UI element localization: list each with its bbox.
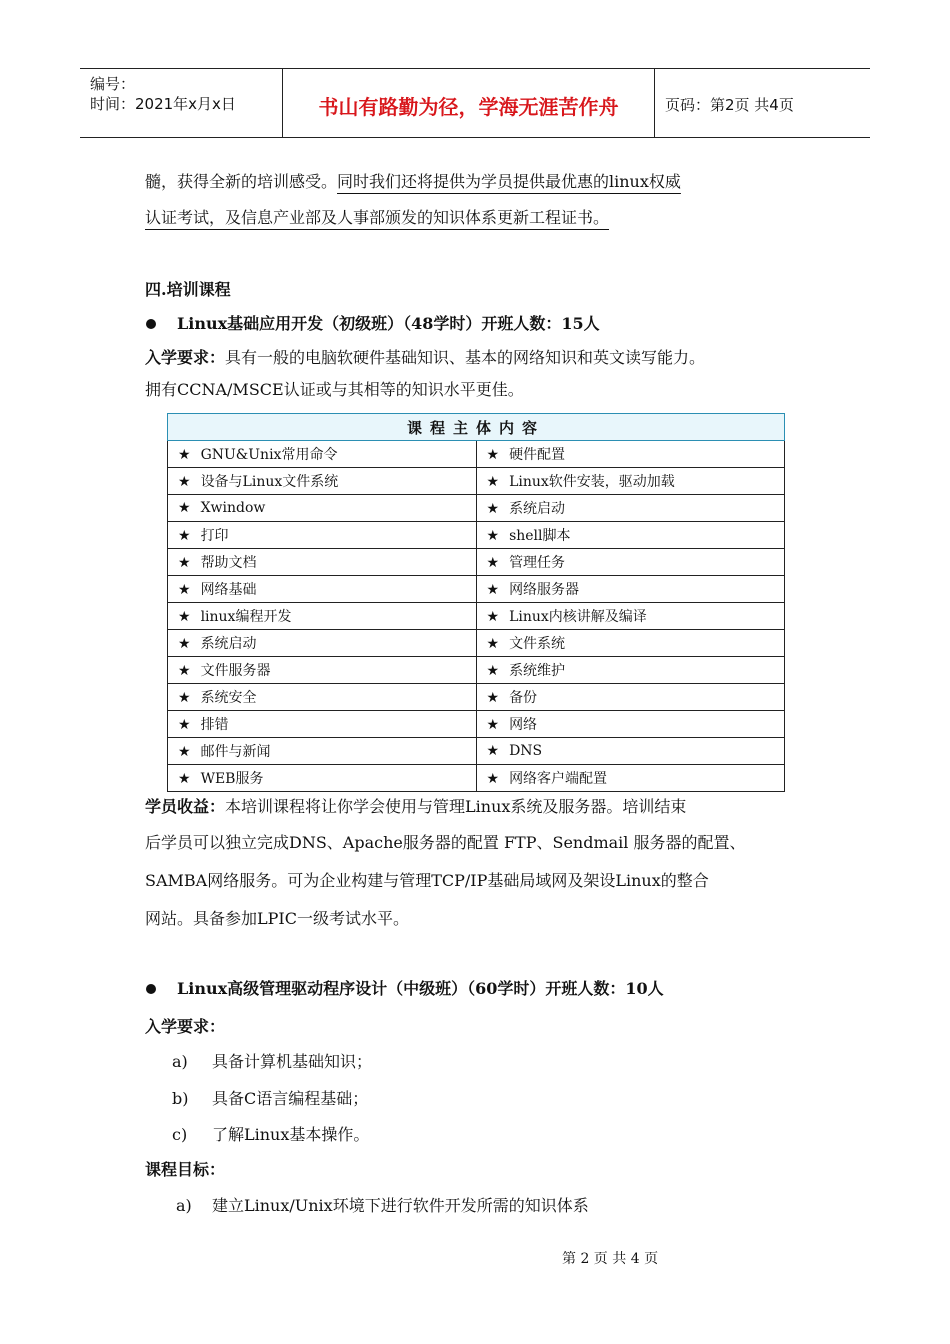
table-cell-text: WEB服务 — [200, 771, 264, 787]
table-cell — [476, 495, 785, 522]
list-item — [176, 1196, 192, 1216]
table-cell-text: 网络 — [509, 717, 538, 733]
course1-benefit-label: 学员收益： — [145, 797, 226, 816]
number-label: 编号： — [90, 75, 136, 93]
table-cell — [168, 495, 477, 522]
table-cell — [476, 711, 785, 738]
course2-req-label: 入学要求： — [145, 1017, 226, 1036]
table-cell — [476, 441, 785, 468]
table-row — [168, 765, 785, 792]
star-icon: ★ — [178, 500, 191, 516]
bullet-icon — [146, 984, 156, 994]
star-icon: ★ — [486, 717, 500, 733]
table-cell-text: 设备与Linux文件系统 — [200, 474, 339, 490]
table-cell — [168, 684, 477, 711]
list-marker: a) — [176, 1196, 192, 1215]
table-cell — [168, 738, 477, 765]
table-cell-text: GNU&Unix常用命令 — [200, 447, 338, 463]
table-cell — [476, 630, 785, 657]
list-item — [172, 1125, 187, 1145]
table-row — [168, 603, 785, 630]
table-cell-text: 硬件配置 — [509, 447, 566, 463]
star-icon: ★ — [178, 744, 191, 760]
course1-req-text-2: 拥有CCNA/MSCE认证或与其相等的知识水平更佳。 — [145, 380, 524, 399]
star-icon: ★ — [178, 663, 191, 679]
course1-benefit-text: 本培训课程将让你学会使用与管理Linux系统及服务器。培训结束 — [225, 797, 687, 816]
table-cell-text: 系统启动 — [200, 636, 257, 652]
intro-line-2: 认证考试，及信息产业部及人事部颁发的知识体系更新工程证书。 — [145, 208, 610, 227]
table-cell — [168, 522, 477, 549]
time-label: 时间：2021年x月x日 — [90, 95, 236, 113]
course1-req-text: 具有一般的电脑软硬件基础知识、基本的网络知识和英文读写能力。 — [225, 348, 706, 367]
course1-title: Linux基础应用开发（初级班）（48学时）开班人数：15人 — [177, 314, 600, 333]
table-cell — [476, 468, 785, 495]
table-cell — [476, 522, 785, 549]
table-row — [168, 495, 785, 522]
star-icon: ★ — [178, 771, 191, 787]
table-cell — [168, 441, 477, 468]
table-cell — [476, 738, 785, 765]
table-cell — [168, 576, 477, 603]
intro-line-1 — [145, 172, 681, 192]
table-cell-text: 系统维护 — [509, 663, 566, 679]
table-cell — [168, 765, 477, 792]
table-row — [168, 549, 785, 576]
table-cell-text: 文件服务器 — [200, 663, 271, 679]
intro-line-1-underlined: 同时我们还将提供为学员提供最优惠的linux权威 — [337, 172, 681, 191]
star-icon: ★ — [178, 555, 191, 571]
list-item-text: 具备计算机基础知识； — [212, 1052, 373, 1071]
course2-goal-label: 课程目标： — [145, 1160, 226, 1179]
table-header: 课程主体内容 — [168, 414, 785, 441]
star-icon: ★ — [486, 447, 500, 463]
table-row — [168, 738, 785, 765]
page-label: 页码：第2页 共4页 — [665, 96, 794, 114]
list-item — [172, 1052, 188, 1072]
table-cell-text: 备份 — [509, 690, 538, 706]
table-header-row — [168, 414, 785, 441]
table-cell-text: shell脚本 — [509, 528, 571, 544]
page-footer: 第 2 页 共 4 页 — [562, 1251, 659, 1267]
table-row — [168, 657, 785, 684]
star-icon: ★ — [486, 555, 500, 571]
table-cell — [476, 657, 785, 684]
table-cell — [476, 576, 785, 603]
table-cell-text: 打印 — [200, 528, 229, 544]
table-cell-text: 网络基础 — [200, 582, 257, 598]
section-title: 四.培训课程 — [145, 280, 231, 299]
star-icon: ★ — [178, 474, 191, 490]
table-cell — [168, 630, 477, 657]
star-icon: ★ — [178, 690, 191, 706]
table-cell-text: Linux内核讲解及编译 — [509, 609, 647, 625]
list-marker: b) — [172, 1089, 189, 1108]
table-cell-text: DNS — [509, 743, 543, 759]
star-icon: ★ — [178, 582, 191, 598]
table-cell-text: 帮助文档 — [200, 555, 257, 571]
table-row — [168, 630, 785, 657]
table-cell — [168, 549, 477, 576]
star-icon: ★ — [178, 717, 191, 733]
list-marker: c) — [172, 1125, 188, 1144]
table-cell-text: 邮件与新闻 — [200, 744, 271, 760]
table-cell — [476, 603, 785, 630]
star-icon: ★ — [178, 636, 191, 652]
table-cell-text: 排错 — [200, 717, 229, 733]
course1-requirements — [145, 348, 705, 368]
table-cell — [168, 711, 477, 738]
course-content-table — [167, 413, 785, 792]
star-icon: ★ — [178, 609, 191, 625]
header-motto-cell — [283, 69, 655, 137]
star-icon: ★ — [486, 501, 500, 517]
course1-benefit-line-3: SAMBA网络服务。可为企业构建与管理TCP/IP基础局域网及架设Linux的整合 — [145, 871, 709, 890]
star-icon: ★ — [486, 636, 500, 652]
bullet-icon — [146, 319, 156, 329]
star-icon: ★ — [486, 743, 500, 759]
course2-title: Linux高级管理驱动程序设计（中级班）（60学时）开班人数：10人 — [177, 979, 664, 998]
list-item — [172, 1089, 188, 1109]
star-icon: ★ — [486, 690, 500, 706]
table-cell — [476, 765, 785, 792]
table-cell-text: 文件系统 — [509, 636, 566, 652]
table-cell-text: 管理任务 — [509, 555, 566, 571]
table-row — [168, 576, 785, 603]
page-header — [80, 68, 870, 138]
course1-benefit-line-2: 后学员可以独立完成DNS、Apache服务器的配置 FTP、Sendmail 服务器的配置、 — [145, 833, 746, 852]
list-marker: a) — [172, 1052, 188, 1071]
star-icon: ★ — [486, 663, 500, 679]
table-cell — [168, 657, 477, 684]
table-row — [168, 522, 785, 549]
table-row — [168, 468, 785, 495]
table-cell-text: 系统安全 — [200, 690, 257, 706]
table-row — [168, 441, 785, 468]
course1-benefit-line-1 — [145, 797, 686, 817]
intro-line-1-plain: 髓，获得全新的培训感受。 — [145, 172, 338, 191]
star-icon: ★ — [486, 474, 500, 490]
table-body — [168, 441, 785, 792]
table-row — [168, 711, 785, 738]
list-item-text: 建立Linux/Unix环境下进行软件开发所需的知识体系 — [212, 1196, 589, 1215]
star-icon: ★ — [178, 528, 191, 544]
table-cell — [476, 549, 785, 576]
header-page-cell — [655, 69, 870, 137]
table-cell-text: 网络客户端配置 — [509, 771, 608, 787]
motto: 书山有路勤为径，学海无涯苦作舟 — [318, 95, 619, 119]
list-item-text: 了解Linux基本操作。 — [212, 1125, 370, 1144]
list-item-text: 具备C语言编程基础； — [212, 1089, 369, 1108]
star-icon: ★ — [486, 528, 500, 544]
header-info-cell — [80, 69, 283, 137]
table-cell-text: Linux软件安装，驱动加载 — [509, 474, 675, 490]
table-cell-text: linux编程开发 — [200, 609, 292, 625]
star-icon: ★ — [486, 609, 500, 625]
table-cell-text: Xwindow — [200, 500, 266, 516]
course1-benefit-line-4: 网站。具备参加LPIC一级考试水平。 — [145, 909, 409, 928]
star-icon: ★ — [178, 447, 191, 463]
course1-req-label: 入学要求： — [145, 348, 226, 367]
table-cell-text: 网络服务器 — [509, 582, 580, 598]
table-cell — [168, 468, 477, 495]
table-cell — [476, 684, 785, 711]
star-icon: ★ — [486, 582, 500, 598]
table-cell — [168, 603, 477, 630]
star-icon: ★ — [486, 771, 500, 787]
table-row — [168, 684, 785, 711]
table-cell-text: 系统启动 — [509, 501, 566, 517]
